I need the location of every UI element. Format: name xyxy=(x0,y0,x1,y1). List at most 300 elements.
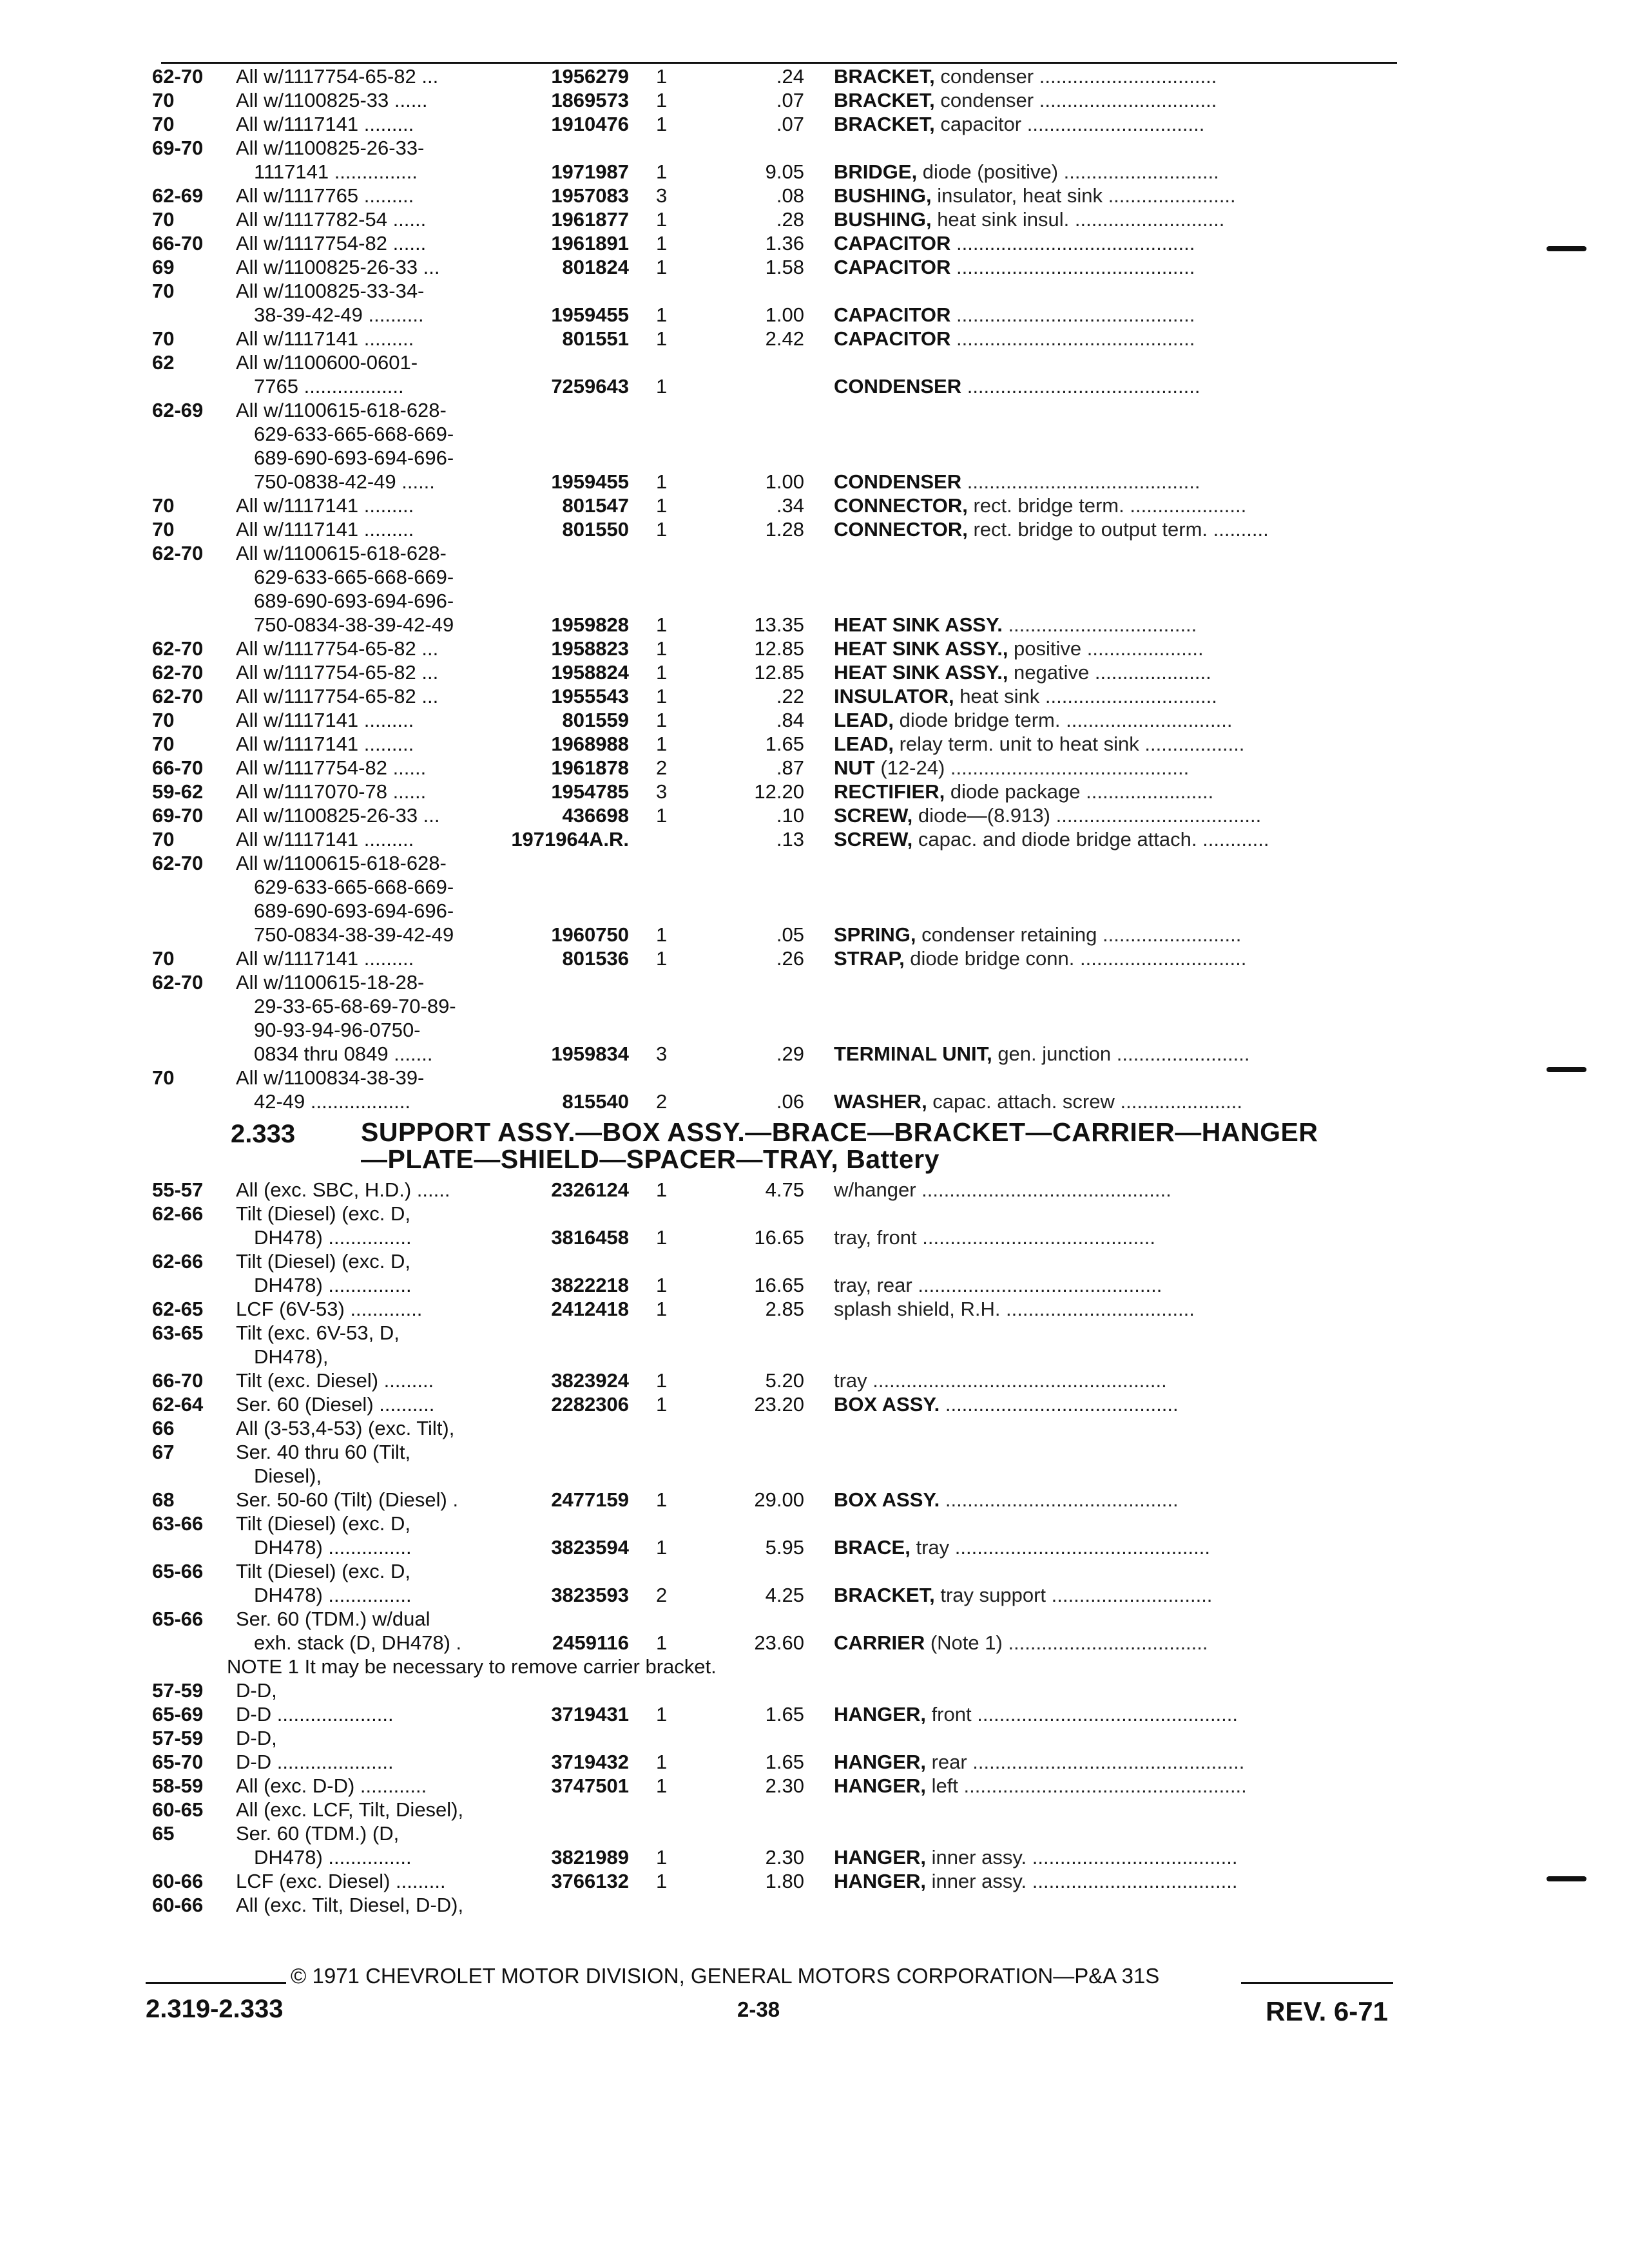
part-number: 801559 xyxy=(562,709,629,731)
part-row xyxy=(0,374,1629,398)
application: Tilt (exc. Diesel) ......... xyxy=(236,1369,434,1392)
part-number: 1961878 xyxy=(551,756,629,779)
application: All w/1117754-65-82 ... xyxy=(236,661,439,684)
part-number: 3822218 xyxy=(551,1274,629,1296)
price: 2.30 xyxy=(765,1846,804,1869)
quantity: 1 xyxy=(656,685,668,707)
part-detail: rear ................................................. xyxy=(925,1751,1245,1773)
description xyxy=(834,1488,1394,1512)
quantity: 1 xyxy=(656,518,668,541)
part-detail: condenser retaining ......................... xyxy=(916,923,1242,946)
section-title-line-2: —PLATE—SHIELD—SPACER—TRAY, Battery xyxy=(361,1144,940,1174)
quantity: 2 xyxy=(656,756,668,779)
description xyxy=(834,780,1394,803)
application: 750-0834-38-39-42-49 xyxy=(254,923,454,946)
part-number: 815540 xyxy=(562,1090,629,1113)
part-number: 1959828 xyxy=(551,613,629,636)
part-detail: ........................................... xyxy=(950,327,1195,350)
part-detail: .................................. xyxy=(1002,613,1197,636)
quantity: 1 xyxy=(656,256,668,278)
part-detail: heat sink insul. ........................... xyxy=(931,208,1225,231)
part-name: CONNECTOR, xyxy=(834,494,968,517)
part-detail: front ............................................... xyxy=(925,1703,1239,1725)
part-name: RECTIFIER, xyxy=(834,780,945,803)
description xyxy=(834,1369,1394,1392)
application: All w/1117141 ......... xyxy=(236,828,414,850)
model-years: 70 xyxy=(152,947,175,970)
part-number: 3823924 xyxy=(551,1369,629,1392)
price: .07 xyxy=(776,89,804,111)
part-name: BRACKET, xyxy=(834,113,935,135)
quantity: 1 xyxy=(656,709,668,731)
part-detail: insulator, heat sink ....................... xyxy=(931,184,1236,207)
part-detail: diode bridge term. .............................. xyxy=(894,709,1233,731)
quantity: 1 xyxy=(656,494,668,517)
price: 12.20 xyxy=(754,780,804,803)
quantity: 1 xyxy=(656,1774,668,1797)
application: 42-49 .................. xyxy=(254,1090,410,1113)
application: 29-33-65-68-69-70-89- xyxy=(254,995,456,1017)
model-years: 62-64 xyxy=(152,1393,204,1416)
application: All w/1100825-33 ...... xyxy=(236,89,428,111)
model-years: 60-66 xyxy=(152,1894,204,1916)
part-name: CONDENSER xyxy=(834,470,962,493)
quantity: 1 xyxy=(656,89,668,111)
part-number: 1955543 xyxy=(551,685,629,707)
application: DH478), xyxy=(254,1345,329,1368)
price: .34 xyxy=(776,494,804,517)
part-detail: diode package ....................... xyxy=(945,780,1214,803)
application: DH478) ............... xyxy=(254,1274,412,1296)
part-row xyxy=(0,708,1629,732)
price: .87 xyxy=(776,756,804,779)
application: All w/1100615-618-628- xyxy=(236,542,447,564)
part-name: CAPACITOR xyxy=(834,327,951,350)
part-row xyxy=(0,1678,1629,1702)
part-row xyxy=(0,1821,1629,1845)
part-name: BRACKET, xyxy=(834,65,935,88)
application: D-D ..................... xyxy=(236,1703,394,1725)
part-detail: left ................................................... xyxy=(925,1774,1247,1797)
model-years: 62-66 xyxy=(152,1202,204,1225)
price: .06 xyxy=(776,1090,804,1113)
model-years: 62-65 xyxy=(152,1298,204,1320)
description xyxy=(834,1297,1394,1321)
parts-listing xyxy=(0,64,1629,1917)
part-detail: splash shield, R.H. .................................. xyxy=(834,1298,1195,1320)
description xyxy=(834,1631,1394,1655)
price: 9.05 xyxy=(765,160,804,183)
part-name: BRACE, xyxy=(834,1536,911,1559)
application: All (3-53,4-53) (exc. Tilt), xyxy=(236,1417,455,1439)
description xyxy=(834,1392,1394,1416)
part-detail: rect. bridge term. ..................... xyxy=(967,494,1247,517)
price: 1.65 xyxy=(765,1751,804,1773)
part-name: SCREW, xyxy=(834,804,913,827)
model-years: 69 xyxy=(152,256,175,278)
application: exh. stack (D, DH478) . xyxy=(254,1631,462,1654)
part-number: 1961891 xyxy=(551,232,629,255)
application: LCF (6V-53) ............. xyxy=(236,1298,423,1320)
part-row xyxy=(0,160,1629,184)
application: 689-690-693-694-696- xyxy=(254,447,454,469)
application: 629-633-665-668-669- xyxy=(254,423,454,445)
application: All (exc. D-D) ............ xyxy=(236,1774,427,1797)
part-detail: condenser ................................ xyxy=(934,89,1217,111)
description xyxy=(834,231,1394,255)
model-years: 69-70 xyxy=(152,137,204,159)
part-row xyxy=(0,1202,1629,1225)
part-detail: (12-24) ........................................... xyxy=(874,756,1190,779)
part-detail: tray, rear ............................................ xyxy=(834,1274,1162,1296)
model-years: 67 xyxy=(152,1441,175,1463)
part-name: CONNECTOR, xyxy=(834,518,968,541)
part-name: CAPACITOR xyxy=(834,303,951,326)
model-years: 65-66 xyxy=(152,1608,204,1630)
description xyxy=(834,470,1394,494)
model-years: 58-59 xyxy=(152,1774,204,1797)
part-row xyxy=(0,780,1629,803)
application: All w/1100825-26-33 ... xyxy=(236,804,440,827)
part-row xyxy=(0,827,1629,851)
description xyxy=(834,1845,1394,1869)
quantity: 1 xyxy=(656,1631,668,1654)
part-row xyxy=(0,1893,1629,1917)
part-row xyxy=(0,1869,1629,1893)
note-1 xyxy=(0,1655,1629,1678)
part-row xyxy=(0,732,1629,756)
application: 90-93-94-96-0750- xyxy=(254,1019,421,1041)
application: 0834 thru 0849 ....... xyxy=(254,1043,433,1065)
application: Tilt (Diesel) (exc. D, xyxy=(236,1250,410,1273)
price: 12.85 xyxy=(754,661,804,684)
part-number: 2477159 xyxy=(551,1488,629,1511)
page-number: 2-38 xyxy=(737,1997,780,2021)
part-row xyxy=(0,660,1629,684)
part-row xyxy=(0,327,1629,351)
application: Ser. 40 thru 60 (Tilt, xyxy=(236,1441,411,1463)
part-row xyxy=(0,1392,1629,1416)
part-name: NUT xyxy=(834,756,875,779)
application: 689-690-693-694-696- xyxy=(254,899,454,922)
footer-rule-right xyxy=(1241,1982,1393,1984)
part-detail: (Note 1) .................................... xyxy=(925,1631,1208,1654)
price: 1.36 xyxy=(765,232,804,255)
application: Tilt (Diesel) (exc. D, xyxy=(236,1202,410,1225)
quantity: 1 xyxy=(656,804,668,827)
quantity: 1 xyxy=(656,327,668,350)
application: 689-690-693-694-696- xyxy=(254,590,454,612)
model-years: 59-62 xyxy=(152,780,204,803)
model-years: 60-65 xyxy=(152,1798,204,1821)
part-row xyxy=(0,1440,1629,1464)
price: 1.00 xyxy=(765,303,804,326)
part-detail: tray .............................................. xyxy=(910,1536,1210,1559)
application: 7765 .................. xyxy=(254,375,404,398)
description xyxy=(834,947,1394,970)
part-number: 1954785 xyxy=(551,780,629,803)
description xyxy=(834,1225,1394,1249)
application: DH478) ............... xyxy=(254,1584,412,1606)
model-years: 62-66 xyxy=(152,1250,204,1273)
price: 12.85 xyxy=(754,637,804,660)
part-row xyxy=(0,1249,1629,1273)
part-number: 801536 xyxy=(562,947,629,970)
part-row xyxy=(0,1297,1629,1321)
description xyxy=(834,613,1394,637)
application: Ser. 50-60 (Tilt) (Diesel) . xyxy=(236,1488,459,1511)
description xyxy=(834,684,1394,708)
part-name: CARRIER xyxy=(834,1631,925,1654)
part-row xyxy=(0,1488,1629,1512)
description xyxy=(834,112,1394,136)
part-number: 3823594 xyxy=(551,1536,629,1559)
part-row xyxy=(0,803,1629,827)
application: All w/1100615-18-28- xyxy=(236,971,425,994)
part-row xyxy=(0,637,1629,660)
revision-label: REV. 6-71 xyxy=(1266,1996,1388,2026)
part-name: BOX ASSY. xyxy=(834,1393,940,1416)
part-row xyxy=(0,589,1629,613)
price: .13 xyxy=(776,828,804,850)
quantity: 1 xyxy=(656,947,668,970)
price: 1.58 xyxy=(765,256,804,278)
part-row xyxy=(0,756,1629,780)
description xyxy=(834,708,1394,732)
application: LCF (exc. Diesel) ......... xyxy=(236,1870,446,1892)
part-number: 7259643 xyxy=(551,375,629,398)
quantity: 1 xyxy=(656,1488,668,1511)
part-name: HANGER, xyxy=(834,1774,926,1797)
part-row xyxy=(0,231,1629,255)
footer-rule-left xyxy=(146,1982,286,1984)
part-name: CAPACITOR xyxy=(834,232,951,255)
model-years: 70 xyxy=(152,89,175,111)
part-row xyxy=(0,1321,1629,1345)
price: 5.20 xyxy=(765,1369,804,1392)
part-row xyxy=(0,994,1629,1018)
model-years: 66 xyxy=(152,1417,175,1439)
description xyxy=(834,660,1394,684)
part-row xyxy=(0,875,1629,899)
part-name: BOX ASSY. xyxy=(834,1488,940,1511)
part-number: 3719432 xyxy=(551,1751,629,1773)
application: D-D, xyxy=(236,1679,277,1702)
model-years: 70 xyxy=(152,327,175,350)
model-years: 65 xyxy=(152,1822,175,1845)
binder-mark xyxy=(1547,246,1586,251)
application: All w/1100825-33-34- xyxy=(236,280,425,302)
description xyxy=(834,637,1394,660)
part-row xyxy=(0,1178,1629,1202)
description xyxy=(834,1042,1394,1066)
quantity: 1 xyxy=(656,733,668,755)
part-row xyxy=(0,1535,1629,1559)
part-name: WASHER, xyxy=(834,1090,927,1113)
part-number: 1958823 xyxy=(551,637,629,660)
part-row xyxy=(0,1464,1629,1488)
application: All (exc. LCF, Tilt, Diesel), xyxy=(236,1798,464,1821)
description xyxy=(834,184,1394,207)
part-name: CAPACITOR xyxy=(834,256,951,278)
description xyxy=(834,827,1394,851)
application: DH478) ............... xyxy=(254,1226,412,1249)
part-number: 3821989 xyxy=(551,1846,629,1869)
application: Ser. 60 (Diesel) .......... xyxy=(236,1393,435,1416)
part-name: SCREW, xyxy=(834,828,913,850)
application: Diesel), xyxy=(254,1465,322,1487)
part-row xyxy=(0,1726,1629,1750)
part-detail: ........................................... xyxy=(950,256,1195,278)
quantity: 1 xyxy=(656,1870,668,1892)
application: All w/1117765 ......... xyxy=(236,184,414,207)
part-row xyxy=(0,1369,1629,1392)
part-number: 1959455 xyxy=(551,470,629,493)
part-row xyxy=(0,1583,1629,1607)
part-name: CONDENSER xyxy=(834,375,962,398)
model-years: 62-69 xyxy=(152,399,204,421)
application: All w/1100834-38-39- xyxy=(236,1066,425,1089)
part-row xyxy=(0,1018,1629,1042)
quantity: 1 xyxy=(656,1226,668,1249)
quantity: 1 xyxy=(656,1846,668,1869)
model-years: 62-70 xyxy=(152,65,204,88)
application: All w/1100825-26-33- xyxy=(236,137,425,159)
part-detail: condenser ................................ xyxy=(934,65,1217,88)
section-title-line-1: SUPPORT ASSY.—BOX ASSY.—BRACE—BRACKET—CARRIER—HANGER xyxy=(361,1117,1318,1147)
part-name: INSULATOR, xyxy=(834,685,954,707)
application: All w/1117141 ......... xyxy=(236,113,414,135)
application: All w/1117782-54 ...... xyxy=(236,208,427,231)
description xyxy=(834,756,1394,780)
binder-mark xyxy=(1547,1876,1586,1881)
model-years: 70 xyxy=(152,113,175,135)
part-row xyxy=(0,1512,1629,1535)
part-row xyxy=(0,1042,1629,1066)
part-row xyxy=(0,64,1629,88)
part-number: 2412418 xyxy=(551,1298,629,1320)
description xyxy=(834,88,1394,112)
part-detail: tray ..................................................... xyxy=(834,1369,1167,1392)
copyright-line: © 1971 CHEVROLET MOTOR DIVISION, GENERAL MOTORS CORPORATION—P&A 31S xyxy=(291,1964,1160,1988)
part-name: HANGER, xyxy=(834,1870,926,1892)
description xyxy=(834,303,1394,327)
binder-mark xyxy=(1547,1067,1586,1072)
part-detail: tray, front .......................................... xyxy=(834,1226,1155,1249)
price: 1.80 xyxy=(765,1870,804,1892)
part-row xyxy=(0,1798,1629,1821)
quantity: 1 xyxy=(656,1703,668,1725)
part-number: 801547 xyxy=(562,494,629,517)
model-years: 62-70 xyxy=(152,661,204,684)
part-row xyxy=(0,1345,1629,1369)
price: .08 xyxy=(776,184,804,207)
part-detail: .......................................... xyxy=(961,470,1200,493)
description xyxy=(834,732,1394,756)
model-years: 65-70 xyxy=(152,1751,204,1773)
part-name: STRAP, xyxy=(834,947,905,970)
part-detail: .......................................... xyxy=(961,375,1200,398)
price: 4.75 xyxy=(765,1178,804,1201)
page-footer xyxy=(146,1964,1402,2067)
section-2-333-hangers xyxy=(0,1678,1629,1917)
part-row xyxy=(0,923,1629,947)
part-name: HEAT SINK ASSY., xyxy=(834,637,1008,660)
part-name: LEAD, xyxy=(834,733,894,755)
part-number: 1956279 xyxy=(551,65,629,88)
model-years: 63-65 xyxy=(152,1321,204,1344)
part-number: 1958824 xyxy=(551,661,629,684)
description xyxy=(834,64,1394,88)
quantity: 2 xyxy=(656,1584,668,1606)
description xyxy=(834,1702,1394,1726)
application: 1117141 ............... xyxy=(254,160,418,183)
price: .05 xyxy=(776,923,804,946)
model-years: 70 xyxy=(152,208,175,231)
model-years: 68 xyxy=(152,1488,175,1511)
application: DH478) ............... xyxy=(254,1846,412,1869)
application: Ser. 60 (TDM.) w/dual xyxy=(236,1608,430,1630)
part-number: 1959455 xyxy=(551,303,629,326)
quantity: 1 xyxy=(656,661,668,684)
part-detail: gen. junction ........................ xyxy=(992,1043,1250,1065)
quantity: 1 xyxy=(656,113,668,135)
description xyxy=(834,517,1394,541)
model-years: 70 xyxy=(152,1066,175,1089)
application: 750-0834-38-39-42-49 xyxy=(254,613,454,636)
quantity: 1 xyxy=(656,160,668,183)
description xyxy=(834,1869,1394,1893)
quantity: 1 xyxy=(656,613,668,636)
part-row xyxy=(0,613,1629,637)
part-row xyxy=(0,255,1629,279)
model-years: 66-70 xyxy=(152,1369,204,1392)
model-years: 66-70 xyxy=(152,756,204,779)
price: .07 xyxy=(776,113,804,135)
quantity: 3 xyxy=(656,1043,668,1065)
part-detail: ........................................... xyxy=(950,232,1195,255)
part-detail: capac. and diode bridge attach. ............ xyxy=(912,828,1269,850)
description xyxy=(834,374,1394,398)
part-row xyxy=(0,303,1629,327)
price: .10 xyxy=(776,804,804,827)
part-row xyxy=(0,1845,1629,1869)
model-years: 63-66 xyxy=(152,1512,204,1535)
description xyxy=(834,923,1394,947)
model-years: 62-70 xyxy=(152,637,204,660)
quantity: 1 xyxy=(656,1178,668,1201)
part-number: 801824 xyxy=(562,256,629,278)
description xyxy=(834,803,1394,827)
application: All w/1117754-82 ...... xyxy=(236,232,427,255)
part-number: 1968988 xyxy=(551,733,629,755)
part-row xyxy=(0,1774,1629,1798)
quantity: 1 xyxy=(656,470,668,493)
application: Tilt (Diesel) (exc. D, xyxy=(236,1512,410,1535)
application: All (exc. Tilt, Diesel, D-D), xyxy=(236,1894,464,1916)
part-row xyxy=(0,517,1629,541)
price: .28 xyxy=(776,208,804,231)
part-name: HEAT SINK ASSY., xyxy=(834,661,1008,684)
description xyxy=(834,1178,1394,1202)
model-years: 55-57 xyxy=(152,1178,204,1201)
model-years: 70 xyxy=(152,828,175,850)
part-detail: ........................................... xyxy=(950,303,1195,326)
application: 629-633-665-668-669- xyxy=(254,566,454,588)
part-row xyxy=(0,1631,1629,1655)
part-row xyxy=(0,684,1629,708)
description xyxy=(834,1774,1394,1798)
